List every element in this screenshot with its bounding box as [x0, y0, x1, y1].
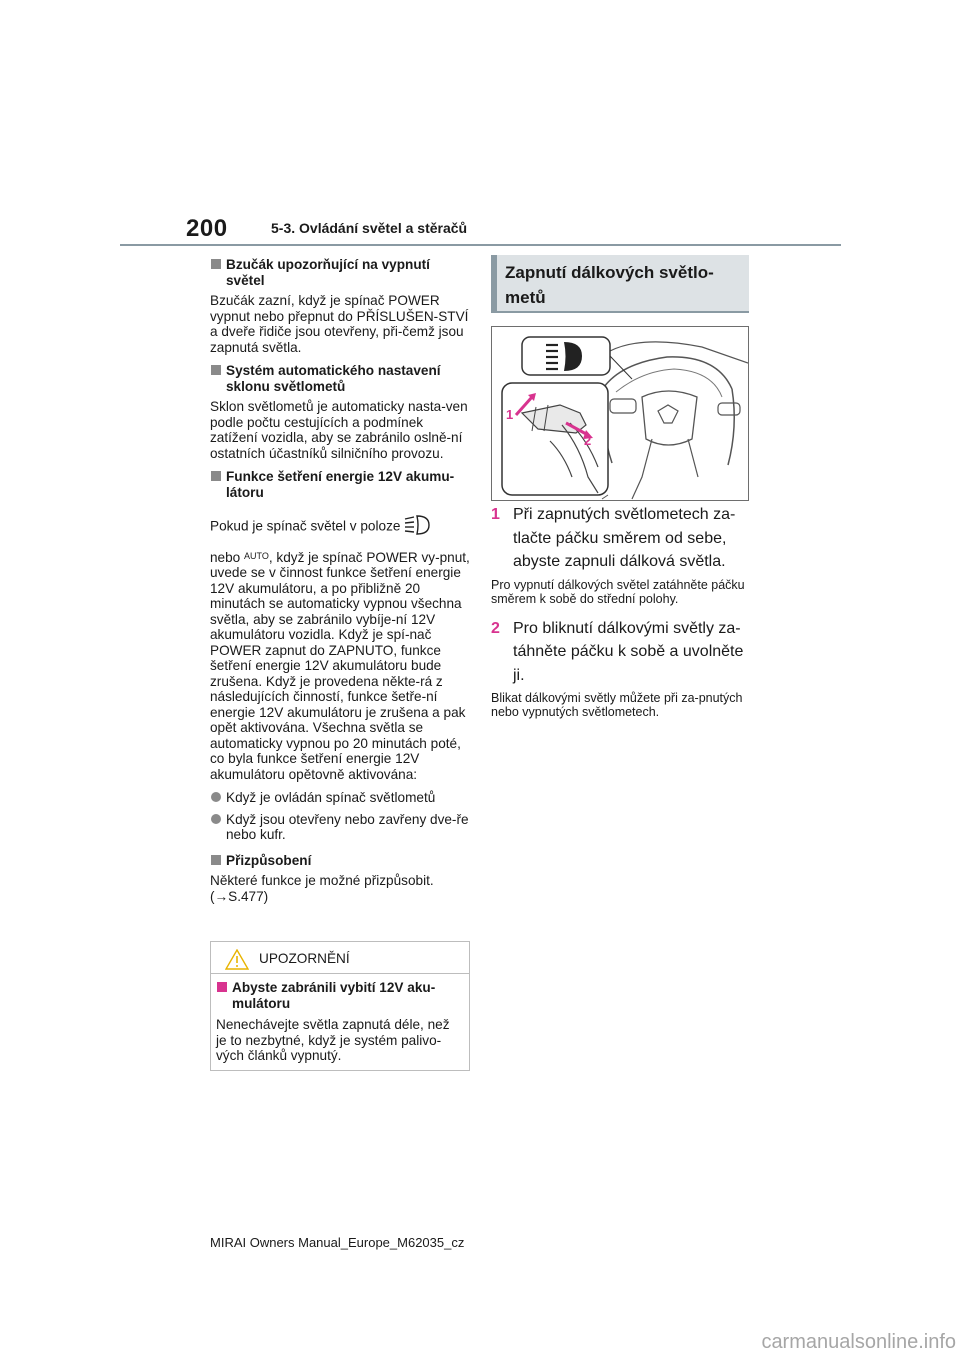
warning-header	[211, 942, 469, 974]
subheading-buzzer: Bzučák upozorňující na vypnutí světel	[210, 257, 470, 288]
subheading-customization: Přizpůsobení	[210, 853, 470, 869]
step-note: Pro vypnutí dálkových světel zatáhněte páčku směrem k sobě do střední polohy.	[491, 577, 745, 606]
steering-illustration	[492, 327, 748, 500]
step-text: Při zapnutých světlometech za-tlačte páčku směrem od sebe, abyste zapnuli dálková světla.	[513, 506, 736, 570]
paragraph-customization: Některé funkce je možné přizpůsobit. (→S.477)	[210, 873, 434, 904]
bullet-item: Když jsou otevřeny nebo zavřeny dve-ře nebo kufr.	[210, 812, 470, 843]
step-item	[491, 503, 753, 574]
figure-steering-lever	[491, 326, 749, 501]
heading-box	[491, 255, 749, 313]
step-number: 1	[491, 506, 500, 523]
page-number: 200	[186, 215, 228, 242]
headlight-icon	[404, 514, 430, 540]
battery-saver-text-c: , když je spínač POWER vy-pnut, uvede se v činnost funkce šetření energie 12V akumulátoru, a po přibližně 20 minutách se automaticky vypnou všechna světla, aby se zabránilo vybíje-ní 12V akumulátoru vozidla. Když je spí-nač POWER zapnut do ZAPNUTO, funkce šetření energie 12V akumulátoru bude zrušena. Když je provedena někte-rá z následujících činností, funkce šetře-ní energie 12V akumulátoru je zrušena a pak opět aktivována. Všechna světla se automaticky vypnou po 20 minutách poté, co byla funkce šetření energie 12V akumulátoru opětovně aktivována:	[210, 549, 470, 782]
left-column	[210, 257, 470, 912]
subheading-battery-saver: Funkce šetření energie 12V akumu-látoru	[210, 469, 470, 500]
subheading-leveling: Systém automatického nastavení sklonu světlometů	[210, 363, 470, 394]
section-title: 5-3. Ovládání světel a stěračů	[271, 220, 468, 236]
step-note: Blikat dálkovými světly můžete při za-pnutých nebo vypnutých světlometech.	[491, 691, 743, 719]
heading-accent-bar	[491, 255, 497, 313]
warning-body	[211, 974, 469, 1064]
right-column	[491, 503, 753, 730]
header-rule	[120, 244, 841, 246]
warning-subheading: Abyste zabránili vybití 12V aku-mulátoru	[216, 980, 463, 1011]
step-text: Pro bliknutí dálkovými světly za-táhněte páčku k sobě a uvolněte ji.	[513, 619, 744, 684]
paragraph-battery-saver	[210, 514, 470, 782]
heading-high-beam: Zapnutí dálkových světlo-metů	[505, 263, 714, 307]
warning-triangle-icon	[225, 949, 249, 975]
auto-icon: AUTO	[244, 550, 269, 561]
warning-box	[210, 941, 470, 1071]
footer-text: MIRAI Owners Manual_Europe_M62035_cz	[210, 1235, 465, 1250]
battery-saver-text-a: Pokud je spínač světel v poloze	[210, 518, 401, 534]
figure-label-1: 1	[506, 407, 514, 422]
paragraph-leveling: Sklon světlometů je automaticky nasta-ven podle počtu cestujících a podmínek zatížení vozidla, aby se zabránilo oslně-ní ostatních účastníků silničního provozu.	[210, 399, 468, 461]
watermark: carmanualsonline.info	[761, 1331, 956, 1353]
step-number: 2	[491, 619, 500, 637]
figure-label-2: 2	[584, 433, 592, 448]
step-item	[491, 617, 753, 688]
battery-saver-text-b: nebo	[210, 549, 241, 565]
warning-text: Nenechávejte světla zapnutá déle, než je to nezbytné, když je systém palivo-vých článků vypnutý.	[216, 1017, 450, 1063]
bullet-item: Když je ovládán spínač světlometů	[210, 790, 470, 806]
paragraph-buzzer: Bzučák zazní, když je spínač POWER vypnut nebo přepnut do PŘÍSLUŠEN-STVÍ a dveře řidiče jsou otevřeny, při-čemž jsou zapnutá světla.	[210, 293, 469, 355]
warning-label: UPOZORNĚNÍ	[259, 951, 350, 966]
